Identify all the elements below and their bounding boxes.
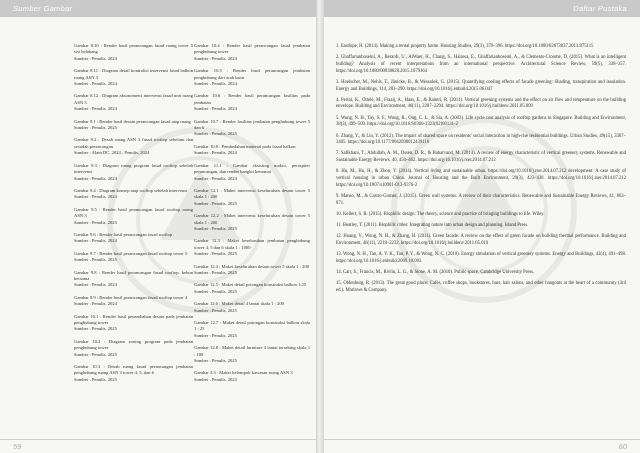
figure-caption: Gambar 10.5 : Render hasil perancangan jembatan penghubung dari arah barat — [194, 68, 310, 80]
figure-source: Sumber : Penulis, 2025 — [194, 332, 237, 338]
figure-list-item — [194, 188, 310, 207]
figure-source: Sumber : Penulis, 2025 — [194, 269, 237, 275]
figure-list-column-2 — [194, 43, 310, 389]
figure-caption: Gambar 9.5 : Render hasil perancangan fasad rooftop ruang ASN 3 — [74, 206, 193, 219]
footer-rule — [324, 439, 640, 440]
figure-list-item — [194, 144, 310, 157]
figure-list-item — [194, 43, 310, 62]
figure-list-item — [74, 339, 193, 358]
reference-item: 15. Oldenburg, R. (2013). The great good place: Cafés, coffee shops, bookstores, bars, hair salons, and other hangouts at the heart of a community (3rd ed.). Marlowe & Company. — [336, 281, 626, 293]
figure-source: Sumber : Penulis, 2025 — [74, 351, 117, 357]
right-page — [324, 0, 640, 453]
figure-source: Sumber : Penulis, 2024 — [74, 238, 117, 244]
figure-list-item — [74, 188, 193, 201]
figure-source: Sumber : Penulis, 2025 — [194, 225, 237, 231]
figure-source: Sumber : Penulis, 2023 — [194, 376, 237, 382]
figure-source: Sumber : Penulis, 2024 — [194, 106, 237, 112]
figure-list-item — [74, 43, 193, 62]
figure-list-item — [194, 93, 310, 112]
figure-caption: Gambar 8.10 : Render hasil perancangan fasad ruang tower 5 sisi belakang — [74, 43, 193, 55]
figure-list-item — [74, 270, 193, 289]
reference-item: 14. Carr, S., Francis, M., Rivlin, L. G., & Stone, A. M. (2010). Public space. Cambridge University Press. — [336, 270, 535, 276]
figure-list-item — [194, 213, 310, 232]
figure-caption: Gambar 11.1 : Gambar eksisting makro, peraspiter perancangan, dan render bangkit kenomai — [194, 162, 310, 175]
left-page-header — [0, 0, 316, 17]
figure-list-item — [74, 207, 193, 226]
figure-list-item — [74, 68, 193, 87]
reference-item: 5. Wong, N. H., Tay, S. F., Wong, R., Ong, C. L., & Sia, A. (2003). Life cycle cost analysis of rooftop gardens in Singapore. Building and Environment, 38(3), 499–509. https://doi.org/10.1016/S0360-1323(02)00131-2 — [336, 115, 626, 128]
figure-source: Sumber : Penulis, 2024 — [74, 282, 117, 288]
figure-caption: Gambar 8.12 : Diagram aksonometri intervensi fasad unit ruang ASN 3 — [74, 93, 193, 105]
right-page-number: 60 — [618, 442, 627, 451]
figure-caption: Gambar 9.8 : Render hasil perancangan fasad rooftop, kebun bersama — [74, 269, 193, 281]
figure-list-item — [74, 137, 193, 156]
figure-list-item — [74, 364, 193, 383]
figure-caption: Gambar 10.1 : Render hasil penambahan desain pada jembatan penghubung tower — [74, 313, 193, 325]
reference-item: 10. Kellert, S. R. (2015). Biophilic design: The theory, science and practice of bringing buildings to life. Wiley. — [336, 211, 545, 217]
figure-caption: Gambar 12.4 : Maket keseluruhan desain tower 5 skala 1 : 200 — [194, 263, 310, 269]
left-page-number: 59 — [13, 442, 22, 451]
figure-list-item — [194, 301, 310, 314]
reference-item: 12. Hoang, V., Wong, N. H., & Zhang, H. (2011). Green facade: A review on the effect of green facade on building thermal performance. Building and Environment, 46(11), 2218–2232. https://doi.org/10.1016/j.buildenv.2011.05.010 — [336, 234, 626, 246]
left-header-title: Sumber Gambar — [13, 4, 73, 13]
figure-source: Sumber : Penulis, 2025 — [74, 257, 117, 263]
figure-caption: Gambar 12.3 : Maket keseluruhan jembatan penghubung tower 4, 5 dan 6 skala 1 : 1000 — [194, 238, 310, 250]
figure-list-item — [74, 295, 193, 308]
figure-caption: Gambar 12.6 : Maket detail 4 lantai skala 1 : 200 — [194, 301, 284, 307]
reference-item: 1. Eastlope, H. (2014). Making a rental property home. Housing Studies, 29(3), 379–396. https://doi.org/10.1080/02673037.2013.875115 — [336, 44, 594, 49]
figure-caption: Gambar 10.6 : Render hasil perancangan fasilitas pada jembatan — [194, 93, 310, 105]
figure-source: Sumber : Penulis, 2025 — [194, 200, 237, 206]
figure-source: Sumber : Penulis, 2024 — [194, 81, 237, 87]
figure-caption: Gambar 9.2 : Desah ruang ASN 3 fasad rooftop sebelum dan sesudah perancangan — [74, 137, 193, 149]
figure-list-item — [194, 238, 310, 257]
figure-caption: Gambar 10.8 : Pembedahan material pada fasad balkon — [194, 143, 296, 149]
reference-item: 11. Beatley, T. (2011). Biophilic cities: Integrating nature into urban design and planning. Island Press. — [336, 223, 529, 229]
figure-source: Sumber : Penulis, 2024 — [74, 55, 117, 61]
figure-caption: Gambar 12.8 : Maket detail furniture 4 lantai tersebing skala 1 : 100 — [194, 345, 310, 357]
figure-source: Sumber : Penulis, 2024 — [74, 301, 117, 307]
right-page-footer — [324, 439, 640, 453]
reference-item: 6. Zhang, Y., & Liu, Y. (2012). The impact of shared space on residents' social interaction in high-rise residential buildings. Urban Studies, 49(15), 3387–3405. https://doi.org/10.1177/0042098012439116 — [336, 133, 626, 146]
figure-caption: Gambar 8.11 : Diagram detail kontrolisi intervensi fasad balkon ruang ASN 3 — [74, 68, 193, 80]
figure-source: Sumber : Alain DC, 2024 ; Penulis, 2024 — [74, 150, 150, 156]
figure-list-item — [194, 370, 310, 383]
figure-caption: Gambar 12.5 : Maket detail potongan konstruksi balkon 1:25 — [194, 282, 307, 288]
figure-caption: Gambar 10.4 : Render hasil perancangan fasad jembatan penghubung tower — [194, 43, 310, 55]
figure-caption: Gambar 9.6 : Render hasil perancangan fasad rooftop — [74, 231, 173, 237]
figure-caption: Gambar 12.7 : Maket detail potongan konstruksi balkon skala 1 : 25 — [194, 320, 310, 332]
figure-source: Sumber : Penulis, 2024 — [194, 175, 237, 181]
figure-list-item — [74, 163, 193, 182]
figure-list-item — [74, 119, 193, 132]
figure-list-column-1 — [74, 43, 193, 389]
reference-list — [336, 44, 626, 299]
figure-caption: Gambar 12.1 : Maket intervensi keseluruhan desain tower 5 skala 1 : 200 — [194, 187, 310, 200]
figure-source: Sumber : Penulis, 2025 — [194, 307, 237, 313]
figure-caption: Gambar 9.1 : Render hasil desain perancangan fasad atap ruang — [74, 118, 191, 124]
figure-source: Sumber : Penulis, 2024 — [74, 194, 117, 200]
figure-caption: Gambar 9.4 : Diagram konsep atap rooftop sebelah intervensi — [74, 187, 188, 193]
figure-list-item — [194, 282, 310, 295]
figure-source: Sumber : Penulis, 2025 — [74, 125, 117, 131]
reference-item: 2. Ghaffarianhoseini, A., Berardi, U., AlWaer, H., Chang, S., Halawa, E., Ghaffarianhoseini, A., & Clements-Croome, D. (2015). What is an intelligent building? Analysis of recent interpretations from an international perspective. Architectural Science Review, 59(5), 338–357. https://doi.org/10.1080/00038628.2015.1079164 — [336, 55, 626, 74]
figure-source: Sumber : Penulis, 2024 — [74, 81, 117, 87]
reference-item: 8. Hu, M., Hu, H., & Zhou, Y. (2014). Vertical living and sustainable urban. https://doi.org/10.1016/j.rser.2014.07.212 development: A case study of vertical housing in urban China. Journal of Housing and the Built Environment, 29(3), 423–438. https://doi.org/10.1016/j.rser.2014.07.212 https://doi.org/10.1007/s10901-013-9376-2 — [336, 169, 626, 188]
book-gutter — [316, 0, 324, 453]
figure-caption: Gambar 10.7 : Render fasilitas jembatan penghubung tower 5 dan 6 — [194, 118, 310, 131]
figure-source: Sumber : Penulis, 2025 — [74, 376, 117, 382]
figure-source: Sumber : Penulis, 2025 — [74, 326, 117, 332]
figure-caption: Gambar 9.7 : Render hasil perancangan fasad rooftop tower 5 — [74, 250, 188, 256]
figure-caption: Gambar 12.2 : Maket intervensi keseluruhan desain tower 5 skala 1 : 200 — [194, 213, 310, 225]
figure-caption: Gambar 9.3 : Diagram ruang program fasad rooftop sebelah intervensi — [74, 162, 193, 175]
figure-caption: Gambar 3.3 : Maket kelompok kawasan ruang ASN 3 — [194, 370, 293, 376]
right-header-title: Daftar Pustaka — [573, 4, 627, 13]
figure-list-item — [74, 251, 193, 264]
figure-list-item — [74, 232, 193, 245]
reference-item: 7. Safikhani, T., Abdullah, A. M., Ossen, D. R., & Baharvand, M. (2014). A review of energy characteristic of vertical greenery systems. Renewable and Sustainable Energy Reviews, 40, 450–462. https://doi.org/10.1016/j.rser.2014.07.212 — [336, 151, 626, 164]
right-page-header — [324, 0, 640, 17]
figure-caption: Gambar 10.3 : Desah ruang fasad perancangan jembatan penghubung ruang ASN 3 tower 4, 5, dan 6 — [74, 364, 193, 376]
figure-source: Sumber : Penulis, 2024 — [194, 150, 237, 156]
left-page-footer — [0, 439, 316, 453]
figure-source: Sumber : Penulis, 2024 — [74, 106, 117, 112]
reference-item: 4. Perini, K., Ottelé, M., Fraaij, A., Haas, E., & Raiteri, R. (2011). Vertical greening systems and the effect on air flow and temperature on the building envelope. Building and Environment, 46(11), 2287–2294. https://doi.org/10.1016/j.buildenv.2011.05.009 — [336, 97, 626, 110]
reference-item: 3. Hoelscher, M., Nehls, T., Jänicke, B., & Wessolek, G. (2015). Quantifying cooling effects of facade greening: Shading, transpiration and insulation. Energy and Buildings, 114, 283–290. https://doi.org/10.1016/j.enbuild.2015.06.047 — [336, 79, 626, 92]
figure-source: Sumber : Penulis, 2025 — [74, 219, 117, 225]
figure-caption: Gambar 9.9 : Render hasil perancangan fasad rooftop tower 4 — [74, 294, 188, 300]
figure-list-item — [74, 314, 193, 333]
footer-rule — [0, 439, 316, 440]
figure-source: Sumber : Penulis, 2025 — [194, 251, 237, 257]
figure-list-item — [194, 264, 310, 277]
figure-list-item — [194, 68, 310, 87]
figure-list-item — [74, 93, 193, 112]
figure-list-item — [194, 163, 310, 182]
figure-source: Sumber : Penulis, 2024 — [194, 55, 237, 61]
figure-source: Sumber : Penulis, 2025 — [194, 358, 237, 364]
figure-source: Sumber : Penulis, 2025 — [194, 131, 237, 137]
figure-source: Sumber : Penulis, 2025 — [194, 288, 237, 294]
reference-item: 9. Manso, M., & Castro-Gomes, J. (2015). Green wall systems: A review of their characteristics. Renewable and Sustainable Energy Reviews, 41, 863–871. — [336, 193, 626, 206]
left-page — [0, 0, 316, 453]
figure-list-item — [194, 320, 310, 339]
figure-caption: Gambar 10.2 : Diagram zoning program pada jembatan penghubung tower — [74, 338, 193, 351]
figure-list-item — [194, 345, 310, 364]
reference-item: 13. Wong, N. H., Tan, A. Y. K., Tan, P. Y., & Wong, N. C. (2010). Energy simulation of vertical greenery systems. Energy and Buildings, 42(4), 491–498. https://doi.org/10.1016/j.enbuild.2009.10.003 — [336, 252, 626, 264]
figure-source: Sumber : Penulis, 2024 — [74, 175, 117, 181]
figure-list-item — [194, 119, 310, 138]
